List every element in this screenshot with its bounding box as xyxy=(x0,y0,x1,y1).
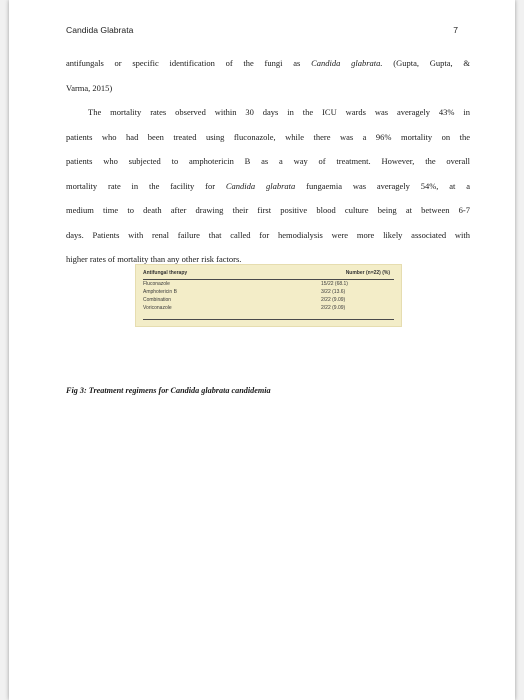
italic-term: Candida glabrata xyxy=(225,180,296,191)
treatment-table xyxy=(143,270,394,320)
paragraph-2-line-2: patients who had been treated using fluconazole, while there was a 96% mortality on the xyxy=(66,131,470,142)
table-row xyxy=(143,289,394,296)
running-head xyxy=(66,25,458,39)
table-row xyxy=(143,305,394,312)
table-header-rule xyxy=(143,279,394,280)
header-therapy: Antifungal therapy xyxy=(143,270,188,276)
row-number: 2/22 (9.09) xyxy=(321,305,346,311)
row-therapy: Voriconazole xyxy=(143,305,172,311)
table-row xyxy=(143,297,394,304)
header-number: Number (n=22) (%) xyxy=(345,270,390,276)
citation-text: (Gupta, Gupta, & xyxy=(382,58,470,68)
row-therapy: Fluconazole xyxy=(143,281,170,287)
text-run: fungaemia was averagely 54%, at a xyxy=(295,180,471,191)
running-head-title: Candida Glabrata xyxy=(66,25,134,35)
table-bottom-rule xyxy=(143,319,394,320)
paragraph-2-line-7: higher rates of mortality than any other risk factors. xyxy=(66,254,242,264)
row-number: 2/22 (9.09) xyxy=(321,297,346,303)
document-page xyxy=(9,0,515,700)
row-therapy: Combination xyxy=(143,297,172,303)
paragraph-2-line-5: medium time to death after drawing their first positive blood culture being at between 6-7 xyxy=(66,205,470,215)
italic-term: Candida glabrata. xyxy=(311,58,383,68)
paragraph-2-line-6: days. Patients with renal failure that called for hemodialysis were more likely associated with xyxy=(66,229,470,240)
paragraph-2-line-4 xyxy=(66,174,470,199)
row-number: 15/22 (68.1) xyxy=(321,281,348,287)
paragraph-1 xyxy=(66,51,470,100)
figure-caption: Fig 3: Treatment regimens for Candida glabrata candidemia xyxy=(66,386,271,395)
table-row xyxy=(143,281,394,288)
paragraph-2-line-1: The mortality rates observed within 30 days in the ICU wards was averagely 43% in xyxy=(88,107,470,117)
row-number: 3/22 (13.6) xyxy=(321,289,346,295)
row-therapy: Amphotericin B xyxy=(143,289,177,295)
paragraph-1-line-2: Varma, 2015) xyxy=(66,82,113,93)
page-number: 7 xyxy=(453,25,458,35)
paragraph-1-line-1 xyxy=(66,51,470,76)
treatment-table-figure xyxy=(135,264,402,327)
text-run: antifungals or specific identification of the fungi as xyxy=(66,58,312,68)
table-header-row xyxy=(143,270,394,279)
text-run: mortality rate in the facility for xyxy=(66,180,226,191)
body-text xyxy=(66,51,470,272)
paragraph-2 xyxy=(66,100,470,272)
paragraph-2-line-3: patients who subjected to amphotericin B as a way of treatment. However, the overall xyxy=(66,156,470,166)
